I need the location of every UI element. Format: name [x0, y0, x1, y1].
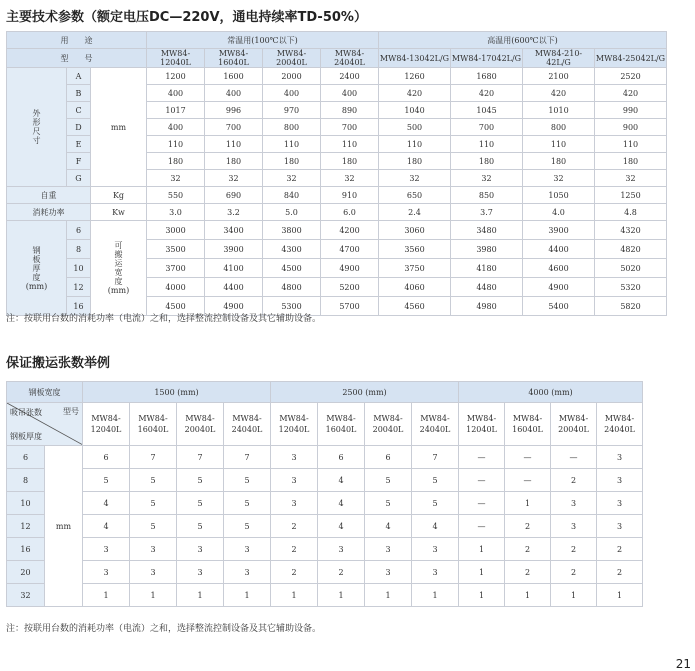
count-value: 2	[597, 538, 643, 561]
dim-value: 32	[321, 170, 379, 187]
weight-row	[7, 187, 667, 204]
width-value: 4600	[523, 259, 595, 278]
count-value: 3	[365, 561, 412, 584]
dim-value: 110	[379, 136, 451, 153]
thickness-key: 20	[7, 561, 45, 584]
width-value: 4800	[263, 278, 321, 297]
dim-key: F	[67, 153, 91, 170]
count-value: 3	[224, 538, 271, 561]
count-value: 3	[551, 515, 597, 538]
width-value: 3400	[205, 221, 263, 240]
count-value: 6	[365, 446, 412, 469]
plate-width-label: 钢板宽度	[7, 382, 83, 403]
model-header: MW84-210-42L/G	[523, 49, 595, 68]
count-value: 2	[551, 469, 597, 492]
width-value: 3480	[451, 221, 523, 240]
count-value: 6	[83, 446, 130, 469]
dim-value: 180	[321, 153, 379, 170]
dim-value: 110	[263, 136, 321, 153]
model-header: MW84-25042L/G	[595, 49, 667, 68]
dim-key: A	[67, 68, 91, 85]
count-value: 2	[505, 538, 551, 561]
width-value: 4900	[205, 297, 263, 316]
dim-value: 400	[263, 85, 321, 102]
header-row-width	[7, 382, 643, 403]
count-value: 3	[271, 446, 318, 469]
count-value: —	[459, 492, 505, 515]
thickness-key: 10	[67, 259, 91, 278]
width-value: 3750	[379, 259, 451, 278]
dim-value: 400	[205, 85, 263, 102]
dim-value: 800	[523, 119, 595, 136]
dim-value: 1200	[147, 68, 205, 85]
weight-value: 910	[321, 187, 379, 204]
width-value: 3980	[451, 240, 523, 259]
count-value: 2	[505, 515, 551, 538]
model-header: MW84- 12040L	[271, 403, 318, 446]
thickness-row	[7, 221, 667, 240]
count-value: 3	[130, 561, 177, 584]
dim-value: 32	[523, 170, 595, 187]
weight-value: 1050	[523, 187, 595, 204]
section2-title: 保证搬运张数举例	[6, 356, 111, 371]
dim-value: 180	[147, 153, 205, 170]
power-value: 3.0	[147, 204, 205, 221]
dim-value: 180	[523, 153, 595, 170]
thickness-key: 16	[7, 538, 45, 561]
power-label: 消耗功率	[7, 204, 91, 221]
width-value: 4000	[147, 278, 205, 297]
model-header: MW84-13042L/G	[379, 49, 451, 68]
width-value: 4820	[595, 240, 667, 259]
count-value: 4	[318, 469, 365, 492]
width-value: 3900	[523, 221, 595, 240]
count-value: 3	[412, 538, 459, 561]
dim-value: 2520	[595, 68, 667, 85]
weight-value: 690	[205, 187, 263, 204]
dim-value: 500	[379, 119, 451, 136]
thickness-row	[7, 584, 643, 607]
thickness-key: 32	[7, 584, 45, 607]
width-value: 5700	[321, 297, 379, 316]
weight-value: 840	[263, 187, 321, 204]
power-value: 6.0	[321, 204, 379, 221]
lift-count-table	[6, 381, 643, 607]
dim-value: 32	[147, 170, 205, 187]
weight-value: 1250	[595, 187, 667, 204]
dim-value: 420	[379, 85, 451, 102]
count-value: 1	[597, 584, 643, 607]
count-value: 2	[551, 561, 597, 584]
weight-unit: Kg	[91, 187, 147, 204]
dim-value: 2400	[321, 68, 379, 85]
power-unit: Kw	[91, 204, 147, 221]
count-value: 6	[318, 446, 365, 469]
model-header: MW84- 20040L	[177, 403, 224, 446]
dim-value: 400	[321, 85, 379, 102]
model-header: MW84- 24040L	[224, 403, 271, 446]
dim-value: 1010	[523, 102, 595, 119]
width-value: 5400	[523, 297, 595, 316]
count-value: 3	[597, 515, 643, 538]
power-value: 4.8	[595, 204, 667, 221]
dim-key: E	[67, 136, 91, 153]
count-value: 1	[505, 492, 551, 515]
dim-value: 110	[595, 136, 667, 153]
width-value: 3900	[205, 240, 263, 259]
weight-label: 自重	[7, 187, 91, 204]
count-value: 5	[365, 469, 412, 492]
dim-value: 996	[205, 102, 263, 119]
dim-value: 110	[523, 136, 595, 153]
dim-value: 2000	[263, 68, 321, 85]
dim-value: 180	[595, 153, 667, 170]
count-value: 5	[224, 515, 271, 538]
count-value: 2	[597, 561, 643, 584]
dim-value: 32	[205, 170, 263, 187]
model-header: MW84- 16040L	[505, 403, 551, 446]
count-value: —	[505, 446, 551, 469]
model-header: MW84- 24040L	[597, 403, 643, 446]
dim-value: 900	[595, 119, 667, 136]
count-value: 5	[130, 515, 177, 538]
header-row-model	[7, 49, 667, 68]
model-header: MW84- 20040L	[551, 403, 597, 446]
width-value: 4900	[321, 259, 379, 278]
count-value: 3	[318, 538, 365, 561]
power-value: 4.0	[523, 204, 595, 221]
dim-value: 990	[595, 102, 667, 119]
thickness-key: 10	[7, 492, 45, 515]
width-value: 4480	[451, 278, 523, 297]
count-value: 3	[177, 538, 224, 561]
count-value: 3	[271, 469, 318, 492]
count-value: 1	[130, 584, 177, 607]
width-value: 4300	[263, 240, 321, 259]
section2-note: 注：按联用台数的消耗功率（电流）之和，选择整流控制设备及其它辅助设备。	[6, 624, 322, 634]
weight-value: 550	[147, 187, 205, 204]
width-value: 5200	[321, 278, 379, 297]
model-header: MW84- 20040L	[365, 403, 412, 446]
width-value: 4700	[321, 240, 379, 259]
count-value: 3	[224, 561, 271, 584]
count-value: 2	[271, 515, 318, 538]
width-value: 4980	[451, 297, 523, 316]
thickness-unit: mm	[45, 446, 83, 607]
dim-row	[7, 68, 667, 85]
dims-label: 外形尺寸	[7, 68, 67, 187]
width-value: 4060	[379, 278, 451, 297]
power-row	[7, 204, 667, 221]
width-value: 4180	[451, 259, 523, 278]
width-label-cell	[91, 221, 147, 316]
diag-count-label: 吸吊张数	[10, 408, 42, 417]
weight-value: 850	[451, 187, 523, 204]
thickness-label-cell	[7, 221, 67, 316]
count-value: —	[459, 469, 505, 492]
model-header: MW84- 16040L	[130, 403, 177, 446]
header-row-usage	[7, 32, 667, 49]
dim-key: C	[67, 102, 91, 119]
count-value: 4	[83, 492, 130, 515]
count-value: —	[551, 446, 597, 469]
dims-unit: mm	[91, 68, 147, 187]
thickness-unit: (mm)	[25, 281, 48, 291]
model-header: MW84- 12040L	[83, 403, 130, 446]
count-value: 5	[224, 469, 271, 492]
count-value: 1	[459, 584, 505, 607]
page-number: 21	[675, 657, 691, 671]
dim-value: 1045	[451, 102, 523, 119]
count-value: 3	[365, 538, 412, 561]
count-value: 7	[412, 446, 459, 469]
dim-value: 180	[263, 153, 321, 170]
count-value: 5	[177, 515, 224, 538]
dim-key: G	[67, 170, 91, 187]
dim-value: 32	[451, 170, 523, 187]
width-value: 5020	[595, 259, 667, 278]
section1-title: 主要技术参数（额定电压DC—220V，通电持续率TD-50%）	[6, 10, 367, 25]
thickness-label: 钢板厚度	[32, 245, 41, 282]
model-label: 型 号	[7, 49, 147, 68]
width-value: 3500	[147, 240, 205, 259]
header-row-model	[7, 403, 643, 446]
dim-value: 32	[379, 170, 451, 187]
width-value: 4500	[147, 297, 205, 316]
width-value: 3800	[263, 221, 321, 240]
dim-value: 420	[451, 85, 523, 102]
dim-value: 1260	[379, 68, 451, 85]
model-header: MW84-17042L/G	[451, 49, 523, 68]
width-value: 4200	[321, 221, 379, 240]
count-value: 1	[459, 561, 505, 584]
width-unit: (mm)	[107, 286, 130, 295]
count-value: 5	[177, 469, 224, 492]
dim-value: 400	[147, 85, 205, 102]
tech-params-table	[6, 31, 667, 316]
diag-thickness-label: 钢板厚度	[10, 432, 42, 441]
dim-value: 400	[147, 119, 205, 136]
count-value: 4	[318, 492, 365, 515]
count-value: 3	[83, 561, 130, 584]
count-value: —	[459, 446, 505, 469]
dim-value: 1600	[205, 68, 263, 85]
thickness-row	[7, 561, 643, 584]
count-value: 5	[224, 492, 271, 515]
thickness-row	[7, 446, 643, 469]
thickness-key: 8	[7, 469, 45, 492]
count-value: —	[459, 515, 505, 538]
count-value: 4	[318, 515, 365, 538]
dim-value: 1017	[147, 102, 205, 119]
usage-label: 用 途	[7, 32, 147, 49]
count-value: 5	[177, 492, 224, 515]
thickness-key: 8	[67, 240, 91, 259]
count-value: 3	[597, 492, 643, 515]
dim-value: 180	[205, 153, 263, 170]
width-value: 4400	[205, 278, 263, 297]
dim-value: 420	[523, 85, 595, 102]
count-value: —	[505, 469, 551, 492]
model-header: MW84-20040L	[263, 49, 321, 68]
count-value: 2	[505, 561, 551, 584]
model-header: MW84-16040L	[205, 49, 263, 68]
count-value: 3	[271, 492, 318, 515]
count-value: 7	[130, 446, 177, 469]
count-value: 2	[318, 561, 365, 584]
dim-key: B	[67, 85, 91, 102]
count-value: 5	[412, 492, 459, 515]
dim-key: D	[67, 119, 91, 136]
thickness-row	[7, 492, 643, 515]
width-value: 4400	[523, 240, 595, 259]
dim-value: 890	[321, 102, 379, 119]
count-value: 5	[412, 469, 459, 492]
thickness-key: 12	[67, 278, 91, 297]
section1-note: 注：按联用台数的消耗功率（电流）之和，选择整流控制设备及其它辅助设备。	[6, 314, 322, 324]
diagonal-header	[7, 403, 83, 446]
model-header: MW84-24040L	[321, 49, 379, 68]
count-value: 1	[505, 584, 551, 607]
dim-value: 800	[263, 119, 321, 136]
dim-value: 700	[321, 119, 379, 136]
count-value: 3	[177, 561, 224, 584]
dim-value: 32	[595, 170, 667, 187]
width-value: 3000	[147, 221, 205, 240]
width-group-header: 2500 (mm)	[271, 382, 459, 403]
count-value: 5	[83, 469, 130, 492]
dim-value: 180	[379, 153, 451, 170]
thickness-key: 12	[7, 515, 45, 538]
count-value: 1	[83, 584, 130, 607]
count-value: 7	[224, 446, 271, 469]
width-value: 4560	[379, 297, 451, 316]
model-header: MW84- 24040L	[412, 403, 459, 446]
dim-value: 110	[321, 136, 379, 153]
dim-value: 1040	[379, 102, 451, 119]
width-value: 5320	[595, 278, 667, 297]
width-value: 4100	[205, 259, 263, 278]
count-value: 1	[224, 584, 271, 607]
count-value: 2	[271, 538, 318, 561]
count-value: 2	[551, 538, 597, 561]
thickness-key: 6	[7, 446, 45, 469]
count-value: 5	[130, 469, 177, 492]
dim-value: 1680	[451, 68, 523, 85]
count-value: 5	[130, 492, 177, 515]
count-value: 1	[551, 584, 597, 607]
count-value: 4	[412, 515, 459, 538]
model-header: MW84-12040L	[147, 49, 205, 68]
width-value: 5820	[595, 297, 667, 316]
power-value: 2.4	[379, 204, 451, 221]
power-value: 5.0	[263, 204, 321, 221]
width-value: 5300	[263, 297, 321, 316]
power-value: 3.7	[451, 204, 523, 221]
count-value: 2	[271, 561, 318, 584]
width-value: 4500	[263, 259, 321, 278]
count-value: 1	[271, 584, 318, 607]
group-high-temp: 高温用(600℃以下)	[379, 32, 667, 49]
count-value: 7	[177, 446, 224, 469]
diag-model-label: 型号	[63, 407, 79, 416]
dim-value: 32	[263, 170, 321, 187]
width-value: 3700	[147, 259, 205, 278]
count-value: 1	[318, 584, 365, 607]
width-group-header: 1500 (mm)	[83, 382, 271, 403]
thickness-row	[7, 469, 643, 492]
count-value: 3	[83, 538, 130, 561]
count-value: 3	[597, 469, 643, 492]
count-value: 5	[365, 492, 412, 515]
weight-value: 650	[379, 187, 451, 204]
dim-value: 110	[205, 136, 263, 153]
count-value: 4	[83, 515, 130, 538]
width-group-header: 4000 (mm)	[459, 382, 643, 403]
width-value: 3560	[379, 240, 451, 259]
dim-value: 110	[147, 136, 205, 153]
group-normal-temp: 常温用(100℃以下)	[147, 32, 379, 49]
power-value: 3.2	[205, 204, 263, 221]
count-value: 1	[459, 538, 505, 561]
count-value: 3	[597, 446, 643, 469]
dim-value: 700	[451, 119, 523, 136]
width-value: 4320	[595, 221, 667, 240]
width-value: 3060	[379, 221, 451, 240]
count-value: 3	[551, 492, 597, 515]
count-value: 4	[365, 515, 412, 538]
dim-value: 700	[205, 119, 263, 136]
dim-value: 2100	[523, 68, 595, 85]
width-label: 可搬运宽度	[114, 241, 123, 286]
dim-value: 110	[451, 136, 523, 153]
thickness-key: 16	[67, 297, 91, 316]
count-value: 3	[412, 561, 459, 584]
dim-value: 420	[595, 85, 667, 102]
thickness-row	[7, 515, 643, 538]
count-value: 1	[177, 584, 224, 607]
thickness-key: 6	[67, 221, 91, 240]
count-value: 1	[365, 584, 412, 607]
count-value: 1	[412, 584, 459, 607]
model-header: MW84- 16040L	[318, 403, 365, 446]
model-header: MW84- 12040L	[459, 403, 505, 446]
thickness-row	[7, 538, 643, 561]
dim-value: 970	[263, 102, 321, 119]
dim-value: 180	[451, 153, 523, 170]
count-value: 3	[130, 538, 177, 561]
width-value: 4900	[523, 278, 595, 297]
